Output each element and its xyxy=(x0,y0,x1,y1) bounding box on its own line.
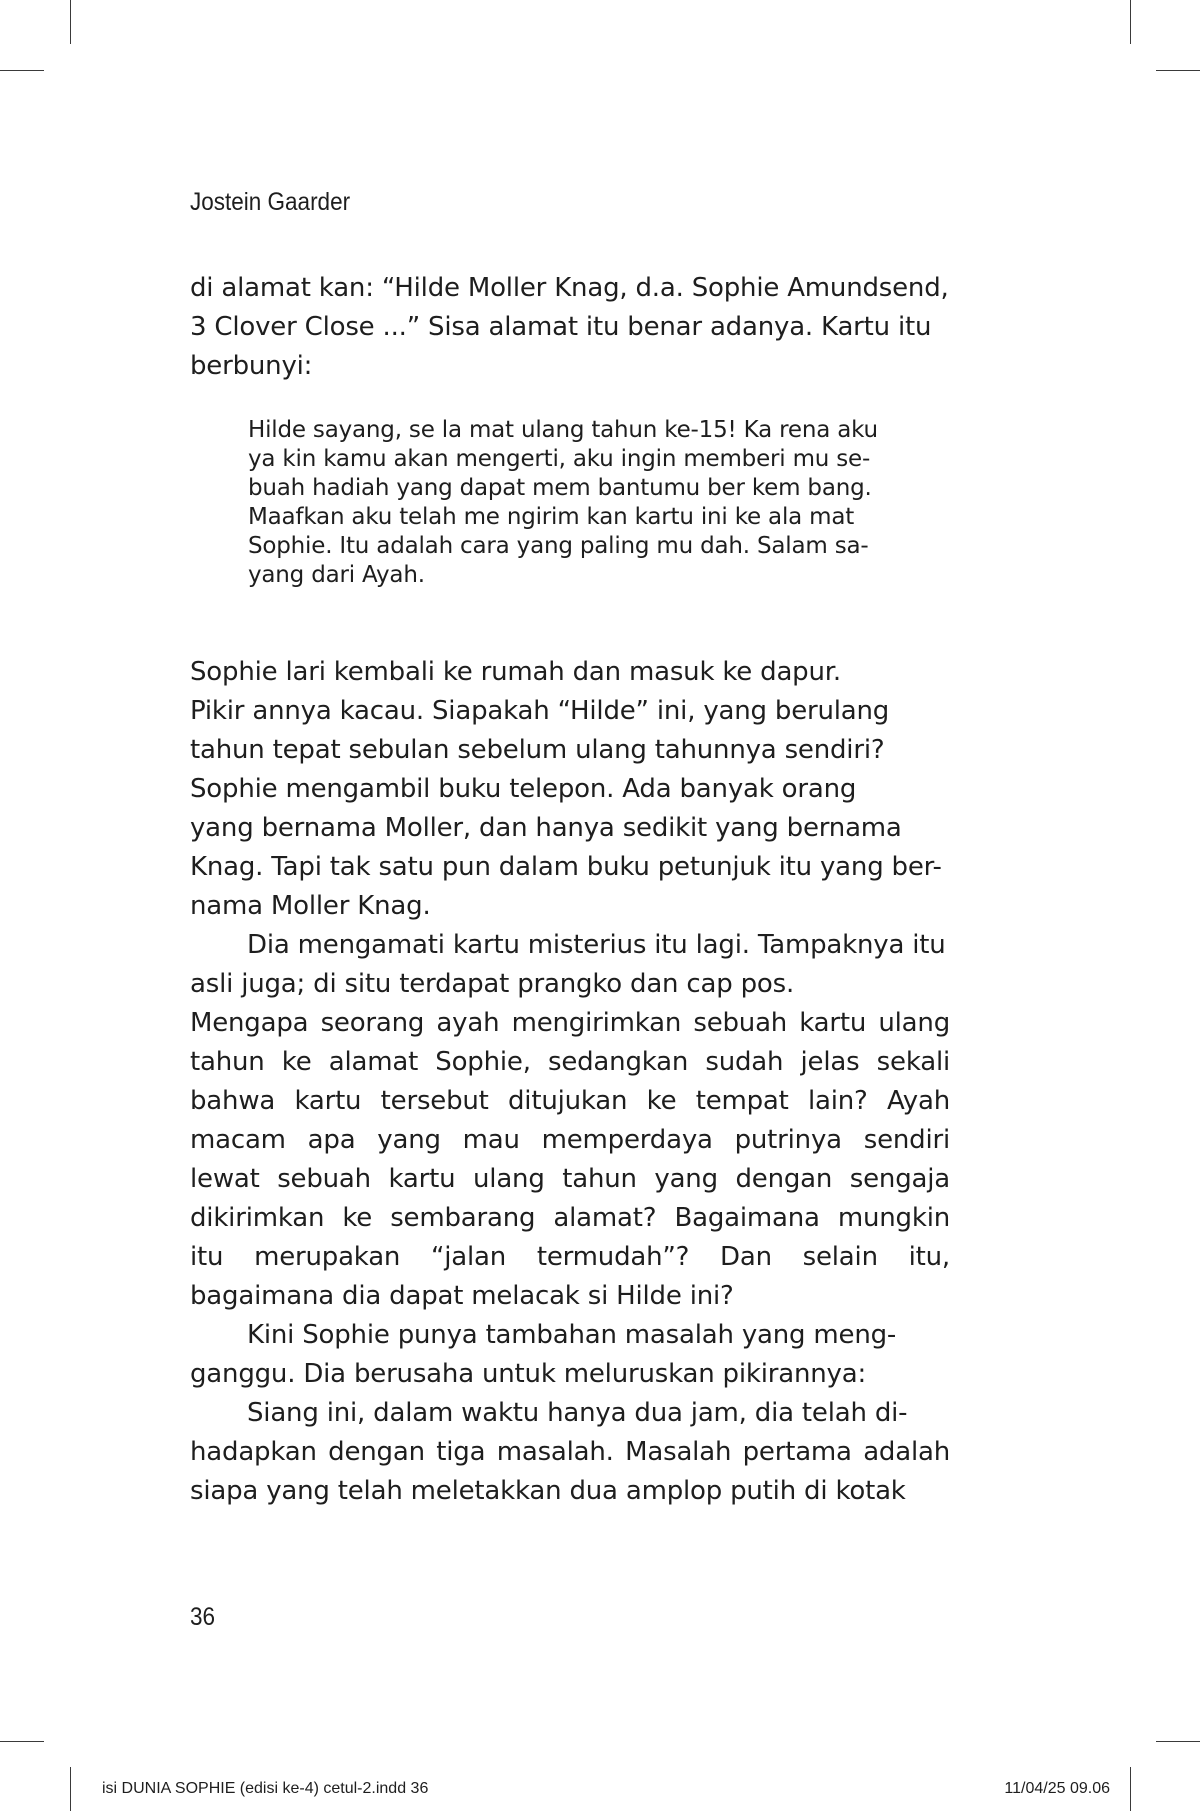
text-line: ganggu. Dia berusaha untuk meluruskan pikirannya: xyxy=(190,1359,867,1389)
page-number: 36 xyxy=(190,1603,216,1631)
crop-mark-top-left xyxy=(70,0,71,44)
paragraph-2 xyxy=(190,770,950,926)
quote-line: Sophie. Itu adalah cara yang paling mu dah. Salam sa- xyxy=(248,533,869,559)
crop-mark-bottom-left-h xyxy=(0,1741,44,1742)
text-line: lewat sebuah kartu ulang tahun yang dengan sengaja xyxy=(190,1164,950,1194)
crop-mark-bottom-left xyxy=(70,1767,71,1811)
text-line: bahwa kartu tersebut ditujukan ke tempat lain? Ayah xyxy=(190,1086,950,1116)
text-line: 3 Clover Close ...” Sisa alamat itu benar adanya. Kartu itu xyxy=(190,312,932,342)
running-head-author: Jostein Gaarder xyxy=(190,188,351,216)
text-line: berbunyi: xyxy=(190,351,313,381)
text-line: Siang ini, dalam waktu hanya dua jam, dia telah di- xyxy=(247,1398,908,1428)
paragraph-4 xyxy=(190,1004,950,1316)
paragraph-1 xyxy=(190,653,950,770)
crop-mark-top-right xyxy=(1130,0,1131,44)
print-slug-timestamp: 11/04/25 09.06 xyxy=(1004,1780,1110,1797)
crop-mark-bottom-right xyxy=(1130,1767,1131,1811)
text-line: tahun tepat sebulan sebelum ulang tahunnya sendiri? xyxy=(190,735,885,765)
crop-mark-bottom-right-h xyxy=(1156,1741,1200,1742)
crop-mark-top-left-h xyxy=(0,70,44,71)
text-line: tahun ke alamat Sophie, sedangkan sudah jelas sekali xyxy=(190,1047,950,1077)
text-line: di alamat kan: “Hilde Moller Knag, d.a. Sophie Amundsend, xyxy=(190,273,949,303)
paragraph-6 xyxy=(190,1394,950,1511)
text-line: dikirimkan ke sembarang alamat? Bagaimana mungkin xyxy=(190,1203,950,1233)
main-body xyxy=(190,653,950,1511)
text-line: asli juga; di situ terdapat prangko dan cap pos. xyxy=(190,969,795,999)
quote-line: ya kin kamu akan mengerti, aku ingin memberi mu se- xyxy=(248,446,871,472)
crop-mark-top-right-h xyxy=(1156,70,1200,71)
text-line: yang bernama Moller, dan hanya sedikit yang bernama xyxy=(190,813,902,843)
quote-line: buah hadiah yang dapat mem bantumu ber kem bang. xyxy=(248,475,872,501)
text-line: bagaimana dia dapat melacak si Hilde ini? xyxy=(190,1281,734,1311)
quote-line: yang dari Ayah. xyxy=(248,562,425,588)
text-line: macam apa yang mau memperdaya putrinya sendiri xyxy=(190,1125,950,1155)
text-line: Pikir annya kacau. Siapakah “Hilde” ini, yang berulang xyxy=(190,696,890,726)
paragraph-5 xyxy=(190,1316,950,1394)
text-line: Knag. Tapi tak satu pun dalam buku petunjuk itu yang ber- xyxy=(190,852,942,882)
text-line: Mengapa seorang ayah mengirimkan sebuah kartu ulang xyxy=(190,1008,950,1038)
text-line: nama Moller Knag. xyxy=(190,891,431,921)
text-line: Sophie lari kembali ke rumah dan masuk ke dapur. xyxy=(190,657,841,687)
text-line: Sophie mengambil buku telepon. Ada banyak orang xyxy=(190,774,857,804)
text-line: Dia mengamati kartu misterius itu lagi. Tampaknya itu xyxy=(247,930,946,960)
quote-line: Maafkan aku telah me ngirim kan kartu ini ke ala mat xyxy=(248,504,855,530)
paragraph-3 xyxy=(190,926,950,1004)
print-slug-filename: isi DUNIA SOPHIE (edisi ke-4) cetul-2.indd 36 xyxy=(102,1780,429,1797)
text-line: siapa yang telah meletakkan dua amplop putih di kotak xyxy=(190,1476,906,1506)
intro-paragraph xyxy=(190,269,950,386)
text-line: hadapkan dengan tiga masalah. Masalah pertama adalah xyxy=(190,1437,950,1467)
quote-line: Hilde sayang, se la mat ulang tahun ke-15! Ka rena aku xyxy=(248,417,878,443)
card-quote xyxy=(248,416,908,590)
text-line: itu merupakan “jalan termudah”? Dan selain itu, xyxy=(190,1242,950,1272)
text-line: Kini Sophie punya tambahan masalah yang meng- xyxy=(247,1320,897,1350)
